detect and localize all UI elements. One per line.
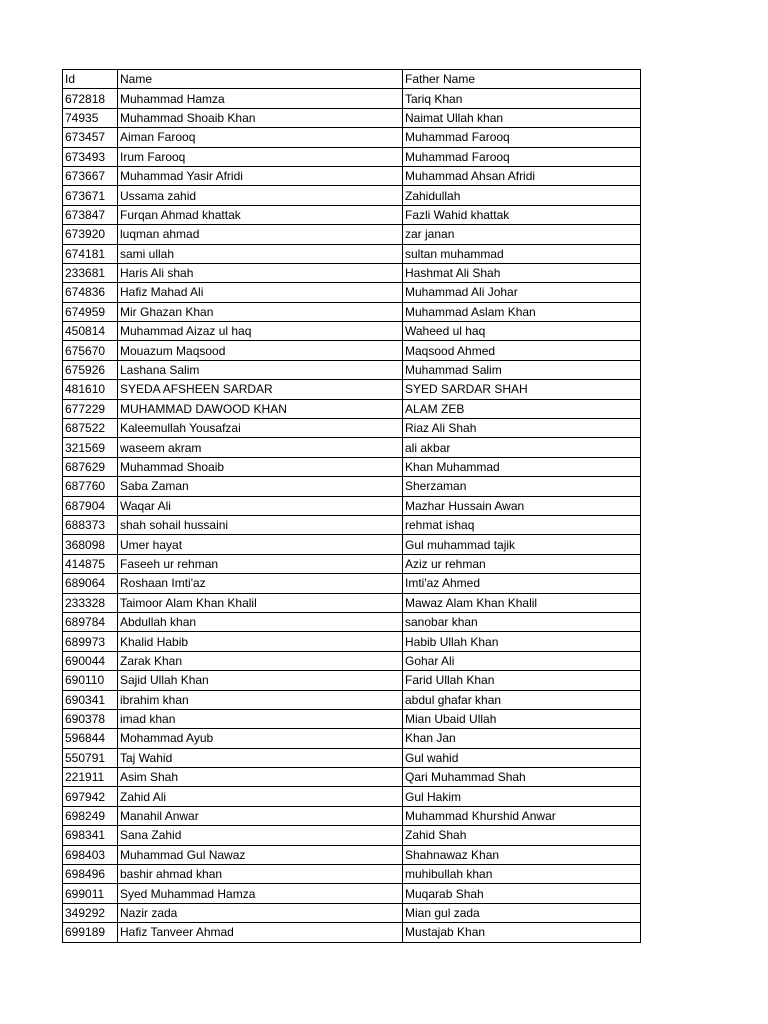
cell-id: 688373 bbox=[63, 515, 118, 534]
cell-father-name: Riaz Ali Shah bbox=[403, 419, 641, 438]
table-row bbox=[63, 360, 641, 379]
table-row bbox=[63, 322, 641, 341]
cell-id: 74935 bbox=[63, 108, 118, 127]
cell-id: 690341 bbox=[63, 690, 118, 709]
cell-father-name: Zahidullah bbox=[403, 186, 641, 205]
cell-name: Lashana Salim bbox=[118, 360, 403, 379]
cell-id: 673920 bbox=[63, 225, 118, 244]
table-row bbox=[63, 865, 641, 884]
cell-id: 596844 bbox=[63, 729, 118, 748]
cell-id: 690378 bbox=[63, 709, 118, 728]
table-row bbox=[63, 651, 641, 670]
cell-name: Faseeh ur rehman bbox=[118, 554, 403, 573]
cell-father-name: Gul wahid bbox=[403, 748, 641, 767]
table-row bbox=[63, 380, 641, 399]
cell-name: Mohammad Ayub bbox=[118, 729, 403, 748]
cell-name: Roshaan Imti'az bbox=[118, 574, 403, 593]
cell-id: 349292 bbox=[63, 903, 118, 922]
table-row bbox=[63, 419, 641, 438]
cell-id: 550791 bbox=[63, 748, 118, 767]
cell-id: 689973 bbox=[63, 632, 118, 651]
cell-father-name: Muhammad Salim bbox=[403, 360, 641, 379]
cell-father-name: Muhammad Ahsan Afridi bbox=[403, 166, 641, 185]
cell-name: SYEDA AFSHEEN SARDAR bbox=[118, 380, 403, 399]
cell-id: 698496 bbox=[63, 865, 118, 884]
header-id: Id bbox=[63, 70, 118, 89]
cell-id: 673493 bbox=[63, 147, 118, 166]
table-row bbox=[63, 554, 641, 573]
cell-name: Hafiz Mahad Ali bbox=[118, 283, 403, 302]
table-row bbox=[63, 748, 641, 767]
cell-name: Furqan Ahmad khattak bbox=[118, 205, 403, 224]
cell-father-name: sanobar khan bbox=[403, 612, 641, 631]
table-row bbox=[63, 768, 641, 787]
cell-id: 672818 bbox=[63, 89, 118, 108]
cell-father-name: abdul ghafar khan bbox=[403, 690, 641, 709]
cell-name: MUHAMMAD DAWOOD KHAN bbox=[118, 399, 403, 418]
cell-name: Ussama zahid bbox=[118, 186, 403, 205]
table-row bbox=[63, 690, 641, 709]
cell-name: Muhammad Shoaib Khan bbox=[118, 108, 403, 127]
cell-id: 698341 bbox=[63, 826, 118, 845]
cell-name: shah sohail hussaini bbox=[118, 515, 403, 534]
cell-name: Muhammad Yasir Afridi bbox=[118, 166, 403, 185]
cell-id: 687760 bbox=[63, 477, 118, 496]
table-row bbox=[63, 496, 641, 515]
cell-id: 233328 bbox=[63, 593, 118, 612]
cell-name: Khalid Habib bbox=[118, 632, 403, 651]
table-row bbox=[63, 515, 641, 534]
cell-father-name: Sherzaman bbox=[403, 477, 641, 496]
cell-father-name: Hashmat Ali Shah bbox=[403, 263, 641, 282]
table-row bbox=[63, 884, 641, 903]
cell-id: 481610 bbox=[63, 380, 118, 399]
cell-id: 687522 bbox=[63, 419, 118, 438]
cell-name: Taj Wahid bbox=[118, 748, 403, 767]
cell-father-name: Mawaz Alam Khan Khalil bbox=[403, 593, 641, 612]
table-row bbox=[63, 923, 641, 942]
cell-id: 697942 bbox=[63, 787, 118, 806]
cell-father-name: Tariq Khan bbox=[403, 89, 641, 108]
cell-name: Muhammad Aizaz ul haq bbox=[118, 322, 403, 341]
cell-name: Zarak Khan bbox=[118, 651, 403, 670]
cell-father-name: Farid Ullah Khan bbox=[403, 671, 641, 690]
cell-name: Zahid Ali bbox=[118, 787, 403, 806]
cell-id: 450814 bbox=[63, 322, 118, 341]
cell-name: Irum Farooq bbox=[118, 147, 403, 166]
cell-father-name: SYED SARDAR SHAH bbox=[403, 380, 641, 399]
table-row bbox=[63, 147, 641, 166]
cell-father-name: Muhammad Ali Johar bbox=[403, 283, 641, 302]
table-row bbox=[63, 729, 641, 748]
table-row bbox=[63, 612, 641, 631]
roster-table bbox=[62, 69, 641, 943]
table-row bbox=[63, 225, 641, 244]
table-row bbox=[63, 845, 641, 864]
table-row bbox=[63, 438, 641, 457]
cell-father-name: Muhammad Aslam Khan bbox=[403, 302, 641, 321]
cell-id: 689064 bbox=[63, 574, 118, 593]
cell-name: Abdullah khan bbox=[118, 612, 403, 631]
cell-name: ibrahim khan bbox=[118, 690, 403, 709]
table-row bbox=[63, 399, 641, 418]
cell-name: Muhammad Shoaib bbox=[118, 457, 403, 476]
cell-father-name: Shahnawaz Khan bbox=[403, 845, 641, 864]
header-father-name: Father Name bbox=[403, 70, 641, 89]
cell-id: 675926 bbox=[63, 360, 118, 379]
table-row bbox=[63, 205, 641, 224]
cell-father-name: Khan Jan bbox=[403, 729, 641, 748]
cell-id: 321569 bbox=[63, 438, 118, 457]
table-row bbox=[63, 186, 641, 205]
table-row bbox=[63, 593, 641, 612]
cell-id: 368098 bbox=[63, 535, 118, 554]
cell-father-name: zar janan bbox=[403, 225, 641, 244]
header-name: Name bbox=[118, 70, 403, 89]
table-row bbox=[63, 128, 641, 147]
cell-father-name: Gohar Ali bbox=[403, 651, 641, 670]
cell-father-name: Muhammad Farooq bbox=[403, 128, 641, 147]
table-row bbox=[63, 787, 641, 806]
cell-name: Muhammad Hamza bbox=[118, 89, 403, 108]
cell-id: 699011 bbox=[63, 884, 118, 903]
cell-name: Sajid Ullah Khan bbox=[118, 671, 403, 690]
cell-father-name: muhibullah khan bbox=[403, 865, 641, 884]
cell-father-name: Qari Muhammad Shah bbox=[403, 768, 641, 787]
cell-id: 690110 bbox=[63, 671, 118, 690]
table-row bbox=[63, 263, 641, 282]
cell-name: Muhammad Gul Nawaz bbox=[118, 845, 403, 864]
table-row bbox=[63, 244, 641, 263]
cell-father-name: Muqarab Shah bbox=[403, 884, 641, 903]
cell-father-name: Habib Ullah Khan bbox=[403, 632, 641, 651]
cell-father-name: sultan muhammad bbox=[403, 244, 641, 263]
cell-id: 674959 bbox=[63, 302, 118, 321]
cell-id: 698249 bbox=[63, 806, 118, 825]
cell-name: Syed Muhammad Hamza bbox=[118, 884, 403, 903]
cell-name: luqman ahmad bbox=[118, 225, 403, 244]
cell-name: Nazir zada bbox=[118, 903, 403, 922]
table-row bbox=[63, 283, 641, 302]
cell-id: 699189 bbox=[63, 923, 118, 942]
cell-father-name: Naimat Ullah khan bbox=[403, 108, 641, 127]
table-row bbox=[63, 89, 641, 108]
cell-name: bashir ahmad khan bbox=[118, 865, 403, 884]
table-row bbox=[63, 457, 641, 476]
cell-id: 233681 bbox=[63, 263, 118, 282]
cell-id: 221911 bbox=[63, 768, 118, 787]
cell-id: 673667 bbox=[63, 166, 118, 185]
cell-name: Waqar Ali bbox=[118, 496, 403, 515]
cell-name: Sana Zahid bbox=[118, 826, 403, 845]
cell-id: 673671 bbox=[63, 186, 118, 205]
cell-name: imad khan bbox=[118, 709, 403, 728]
table-row bbox=[63, 709, 641, 728]
cell-id: 689784 bbox=[63, 612, 118, 631]
cell-father-name: Gul muhammad tajik bbox=[403, 535, 641, 554]
cell-father-name: rehmat ishaq bbox=[403, 515, 641, 534]
cell-name: waseem akram bbox=[118, 438, 403, 457]
cell-father-name: ali akbar bbox=[403, 438, 641, 457]
table-row bbox=[63, 108, 641, 127]
cell-name: Hafiz Tanveer Ahmad bbox=[118, 923, 403, 942]
table-row bbox=[63, 302, 641, 321]
cell-id: 674836 bbox=[63, 283, 118, 302]
cell-id: 674181 bbox=[63, 244, 118, 263]
cell-father-name: Khan Muhammad bbox=[403, 457, 641, 476]
table-body bbox=[63, 89, 641, 942]
cell-father-name: Gul Hakim bbox=[403, 787, 641, 806]
cell-id: 687629 bbox=[63, 457, 118, 476]
table-row bbox=[63, 903, 641, 922]
cell-father-name: Mian gul zada bbox=[403, 903, 641, 922]
cell-id: 673457 bbox=[63, 128, 118, 147]
cell-father-name: Mian Ubaid Ullah bbox=[403, 709, 641, 728]
cell-id: 675670 bbox=[63, 341, 118, 360]
cell-name: Manahil Anwar bbox=[118, 806, 403, 825]
cell-father-name: Zahid Shah bbox=[403, 826, 641, 845]
table-row bbox=[63, 341, 641, 360]
cell-father-name: Waheed ul haq bbox=[403, 322, 641, 341]
cell-father-name: ALAM ZEB bbox=[403, 399, 641, 418]
cell-name: sami ullah bbox=[118, 244, 403, 263]
cell-id: 677229 bbox=[63, 399, 118, 418]
cell-father-name: Maqsood Ahmed bbox=[403, 341, 641, 360]
cell-name: Umer hayat bbox=[118, 535, 403, 554]
cell-father-name: Imti'az Ahmed bbox=[403, 574, 641, 593]
table-row bbox=[63, 477, 641, 496]
cell-name: Taimoor Alam Khan Khalil bbox=[118, 593, 403, 612]
cell-father-name: Fazli Wahid khattak bbox=[403, 205, 641, 224]
cell-name: Asim Shah bbox=[118, 768, 403, 787]
cell-id: 690044 bbox=[63, 651, 118, 670]
cell-name: Mouazum Maqsood bbox=[118, 341, 403, 360]
table-row bbox=[63, 671, 641, 690]
cell-name: Mir Ghazan Khan bbox=[118, 302, 403, 321]
cell-name: Aiman Farooq bbox=[118, 128, 403, 147]
cell-id: 414875 bbox=[63, 554, 118, 573]
cell-name: Kaleemullah Yousafzai bbox=[118, 419, 403, 438]
table-row bbox=[63, 632, 641, 651]
table-row bbox=[63, 806, 641, 825]
table-row bbox=[63, 826, 641, 845]
header-row bbox=[63, 70, 641, 89]
cell-name: Haris Ali shah bbox=[118, 263, 403, 282]
table-row bbox=[63, 574, 641, 593]
spreadsheet-page bbox=[62, 69, 641, 943]
cell-name: Saba Zaman bbox=[118, 477, 403, 496]
cell-father-name: Muhammad Farooq bbox=[403, 147, 641, 166]
cell-father-name: Mustajab Khan bbox=[403, 923, 641, 942]
cell-id: 673847 bbox=[63, 205, 118, 224]
table-row bbox=[63, 166, 641, 185]
cell-father-name: Mazhar Hussain Awan bbox=[403, 496, 641, 515]
table-row bbox=[63, 535, 641, 554]
cell-father-name: Muhammad Khurshid Anwar bbox=[403, 806, 641, 825]
cell-id: 698403 bbox=[63, 845, 118, 864]
cell-id: 687904 bbox=[63, 496, 118, 515]
cell-father-name: Aziz ur rehman bbox=[403, 554, 641, 573]
